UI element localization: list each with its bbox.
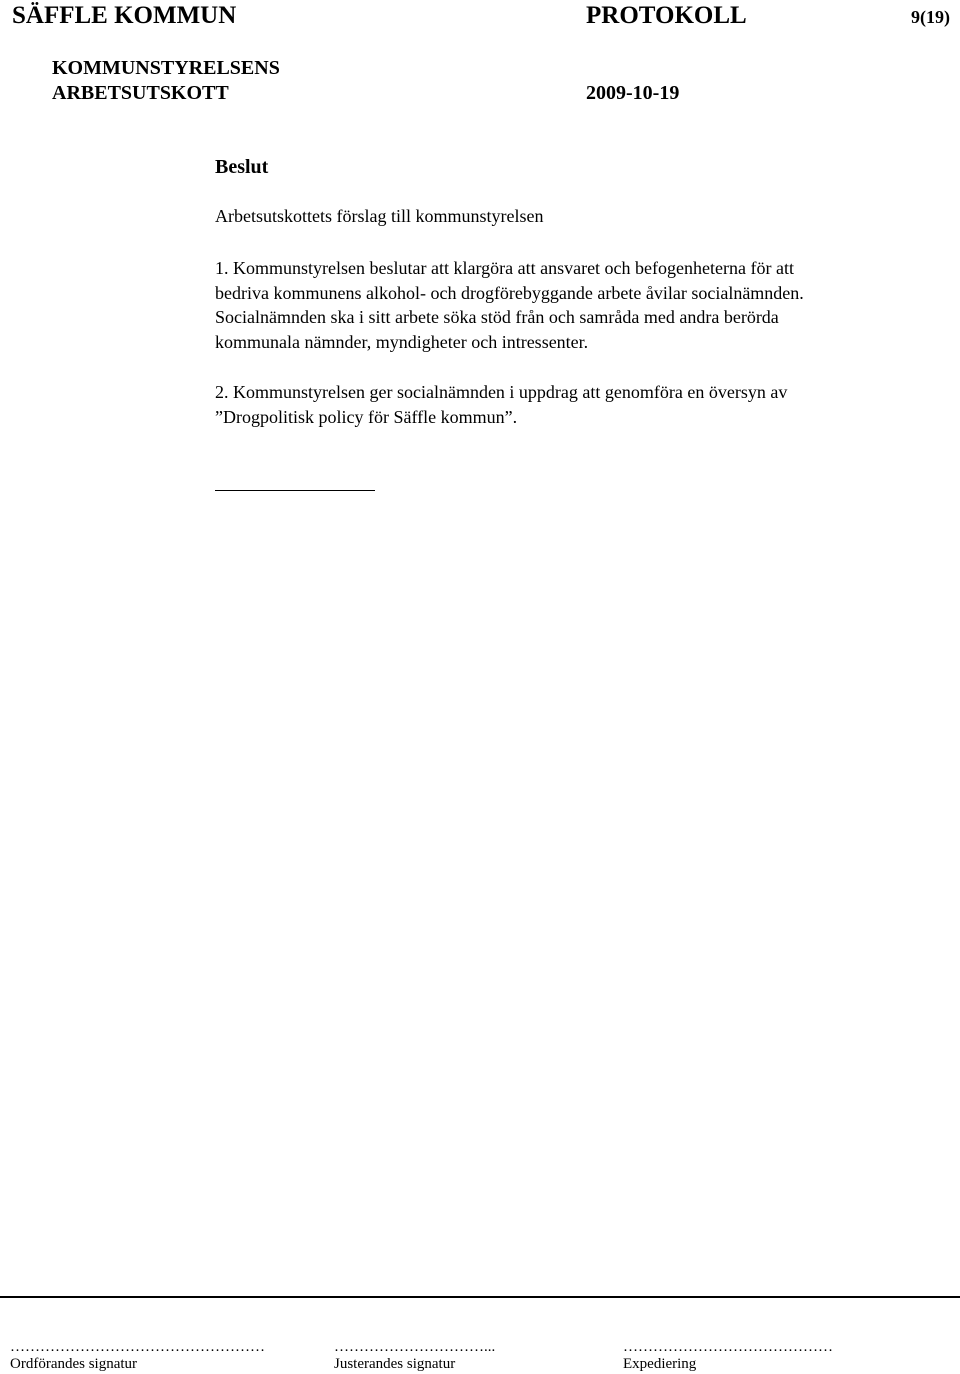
chair-signature-label: Ordförandes signatur	[10, 1356, 138, 1372]
decision-paragraph-1	[215, 256, 935, 354]
meeting-date: 2009-10-19	[586, 82, 680, 104]
decision-paragraph-2	[215, 380, 935, 429]
paragraph-line: bedriva kommunens alkohol- och drogförebyggande arbete åvilar socialnämnden.	[215, 282, 804, 303]
document-type: PROTOKOLL	[586, 2, 747, 29]
paragraph-line: 2. Kommunstyrelsen ger socialnämnden i uppdrag att genomföra en översyn av	[215, 382, 788, 402]
dispatch-label: Expediering	[623, 1356, 697, 1372]
adjuster-signature-label: Justerandes signatur	[334, 1356, 456, 1372]
organization-name: SÄFFLE KOMMUN	[12, 2, 237, 29]
decision-heading: Beslut	[215, 156, 269, 178]
proposal-subheading: Arbetsutskottets förslag till kommunstyrelsen	[215, 206, 544, 226]
paragraph-line: kommunala nämnder, myndigheter och intressenter.	[215, 331, 589, 352]
paragraph-line: Socialnämnden ska i sitt arbete söka stöd från och samråda med andra berörda	[215, 307, 779, 327]
signature-line-adjuster: …………………………...	[334, 1339, 496, 1355]
signature-line-dispatch: ……………………………………	[623, 1339, 833, 1355]
signature-line-chair: ……………………………………………	[10, 1339, 265, 1355]
paragraph-line: ”Drogpolitisk policy för Säffle kommun”.	[215, 406, 518, 427]
paragraph-line: 1. Kommunstyrelsen beslutar att klargöra att ansvaret och befogenheterna för att	[215, 258, 794, 278]
section-end-rule	[215, 490, 375, 491]
committee-name-line1: KOMMUNSTYRELSENS	[52, 57, 280, 79]
committee-name-line2: ARBETSUTSKOTT	[52, 82, 229, 104]
page-number: 9(19)	[911, 7, 950, 27]
footer-divider	[0, 1296, 960, 1298]
